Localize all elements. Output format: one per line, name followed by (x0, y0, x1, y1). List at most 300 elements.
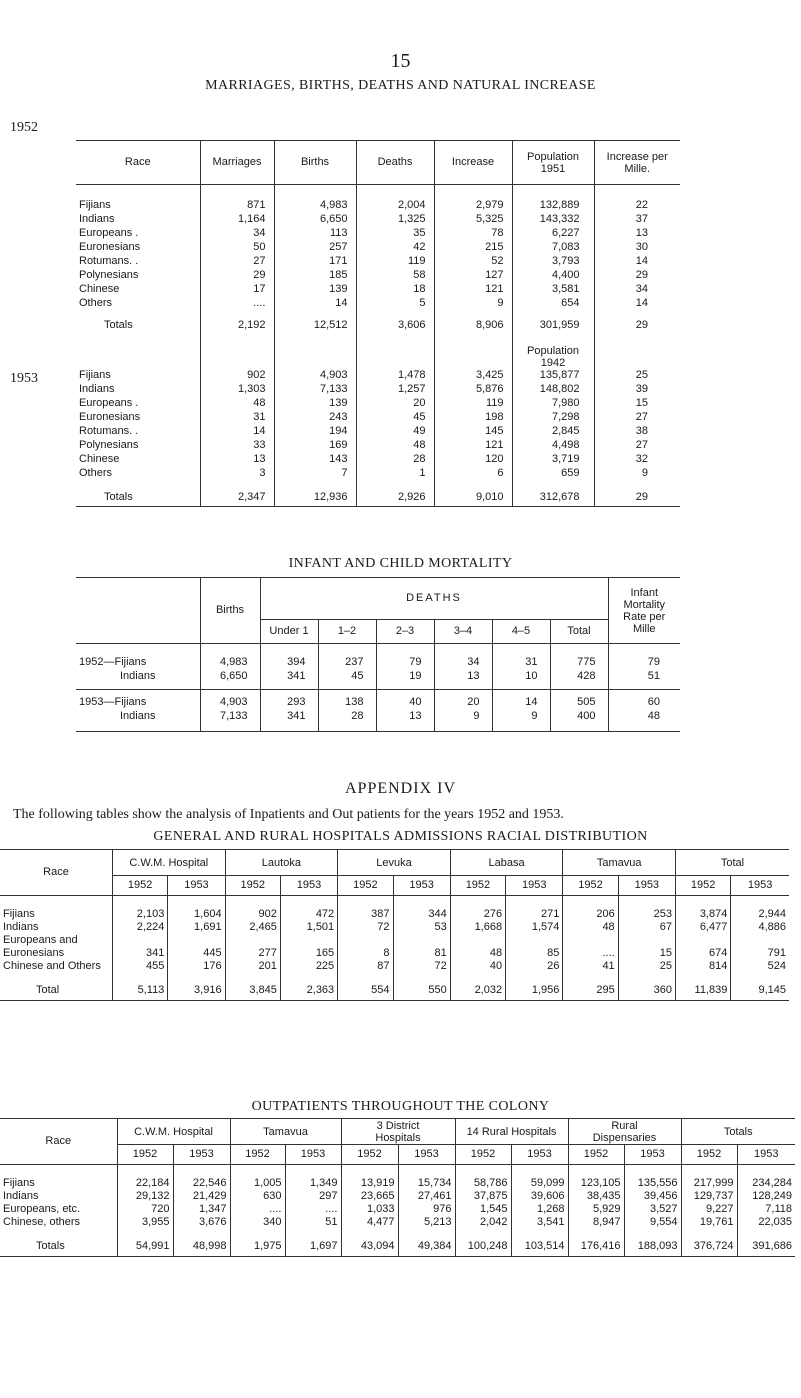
value-cell: 29 (594, 319, 680, 333)
value-cell: 31 (492, 656, 550, 670)
row-1952-others (76, 297, 680, 311)
value-cell: 34 (200, 227, 274, 241)
outpatients-header-year: 1953 (173, 1145, 230, 1165)
admissions-title: GENERAL AND RURAL HOSPITALS ADMISSIONS RACIAL DISTRIBUTION (153, 829, 648, 844)
value-cell: 22 (594, 199, 680, 213)
admissions-header-year: 1953 (731, 876, 789, 896)
admissions-header-year: 1952 (450, 876, 505, 896)
race-label: Polynesians (79, 269, 139, 281)
value-cell: 171 (274, 255, 356, 269)
outpatients-header-c-w-m-hospital: C.W.M. Hospital (117, 1119, 230, 1145)
header-increase-per-mille: Increase per Mille. (594, 141, 680, 185)
value-cell: 185 (274, 269, 356, 283)
row-1953-indians (76, 383, 680, 397)
value-cell: 871 (200, 199, 274, 213)
row-1953-totals (76, 489, 680, 507)
value-cell: 1,347 (173, 1203, 230, 1216)
value-cell: 4,477 (341, 1216, 398, 1229)
value-cell: 5,213 (398, 1216, 455, 1229)
year-label-1952: 1952 (10, 120, 38, 135)
race-label: Europeans, etc. (3, 1202, 81, 1215)
value-cell: 1,303 (200, 383, 274, 397)
value-cell: 22,035 (737, 1216, 795, 1229)
value-cell: 58,786 (455, 1177, 511, 1190)
value-cell: 3,606 (356, 319, 434, 333)
value-cell: 15,734 (398, 1177, 455, 1190)
value-cell: 39 (594, 383, 680, 397)
value-cell: 52 (434, 255, 512, 269)
race-label: 1953—Fijians (79, 696, 147, 708)
value-cell: 6,650 (274, 213, 356, 227)
value-cell: 139 (274, 397, 356, 411)
value-cell: 1,604 (168, 908, 225, 921)
race-label: Fijians (3, 1176, 35, 1189)
value-cell: 3,541 (511, 1216, 568, 1229)
value-cell: 34 (594, 283, 680, 297)
race-label: Europeans and Euronesians (3, 933, 78, 959)
value-cell: 2,042 (455, 1216, 511, 1229)
header-age-1-2: 1–2 (318, 620, 376, 644)
value-cell: 9,554 (624, 1216, 681, 1229)
value-cell: 40 (376, 696, 434, 710)
value-cell: 13 (434, 670, 492, 684)
row-1952-polynesians (76, 269, 680, 283)
value-cell: 7 (274, 467, 356, 481)
value-cell: 60 (608, 696, 680, 710)
value-cell: 234,284 (737, 1177, 795, 1190)
race-label: Indians (3, 920, 39, 933)
header-deaths: DEATHS (260, 578, 608, 620)
value-cell: 14 (492, 696, 550, 710)
value-cell: 19,761 (681, 1216, 737, 1229)
value-cell: 22,546 (173, 1177, 230, 1190)
infant-row (76, 696, 680, 710)
race-label: Rotumans. . (79, 425, 139, 437)
value-cell: 198 (434, 411, 512, 425)
value-cell: 7,133 (200, 710, 260, 724)
value-cell: 4,400 (512, 269, 594, 283)
row-1953-fijians (76, 369, 680, 383)
value-cell: 143,332 (512, 213, 594, 227)
admissions-header-year: 1952 (563, 876, 618, 896)
value-cell: 814 (675, 960, 730, 973)
value-cell: 5,876 (434, 383, 512, 397)
value-cell: 48 (563, 921, 618, 934)
infant-mortality-table (76, 577, 680, 732)
race-label: Chinese (79, 453, 120, 465)
value-cell: 1,257 (356, 383, 434, 397)
year-label-1953: 1953 (10, 371, 38, 386)
value-cell: 1,325 (356, 213, 434, 227)
header-deaths: Deaths (356, 141, 434, 185)
value-cell: 344 (393, 908, 450, 921)
race-label: Rotumans. . (79, 255, 139, 267)
value-cell: 9 (434, 710, 492, 724)
value-cell: 18 (356, 283, 434, 297)
value-cell: 48 (200, 397, 274, 411)
value-cell: 67 (618, 921, 675, 934)
admissions-row-fijians (0, 908, 789, 921)
value-cell: 49,384 (398, 1237, 455, 1257)
value-cell: 791 (731, 934, 789, 960)
race-label: Fijians (79, 199, 111, 211)
race-label: Euronesians (79, 411, 141, 423)
value-cell: 81 (393, 934, 450, 960)
value-cell: 340 (230, 1216, 285, 1229)
outpatients-header-year: 1952 (117, 1145, 173, 1165)
value-cell: 72 (393, 960, 450, 973)
value-cell: 3 (200, 467, 274, 481)
value-cell: 2,347 (200, 489, 274, 507)
value-cell: 27 (594, 439, 680, 453)
value-cell: 48,998 (173, 1237, 230, 1257)
value-cell: 17 (200, 283, 274, 297)
infant-mortality-title: INFANT AND CHILD MORTALITY (288, 556, 513, 571)
value-cell: 902 (200, 369, 274, 383)
value-cell: 271 (506, 908, 563, 921)
value-cell: 554 (338, 981, 393, 1001)
value-cell: 14 (594, 255, 680, 269)
value-cell: 35 (356, 227, 434, 241)
value-cell: 13 (594, 227, 680, 241)
value-cell: 276 (450, 908, 505, 921)
value-cell: 26 (506, 960, 563, 973)
value-cell: 37 (594, 213, 680, 227)
value-cell: 295 (563, 981, 618, 1001)
infant-row (76, 670, 680, 684)
infant-row (76, 710, 680, 724)
value-cell: 13,919 (341, 1177, 398, 1190)
race-label: Total (36, 983, 60, 996)
value-cell: 53 (393, 921, 450, 934)
value-cell: 1,574 (506, 921, 563, 934)
value-cell: 135,556 (624, 1177, 681, 1190)
race-label: Totals (36, 1239, 65, 1252)
value-cell: 79 (376, 656, 434, 670)
value-cell: 50 (200, 241, 274, 255)
value-cell: 9,145 (731, 981, 789, 1001)
race-label: Europeans . (79, 227, 139, 239)
value-cell: 206 (563, 908, 618, 921)
race-label: Fijians (79, 369, 111, 381)
value-cell: 312,678 (512, 489, 594, 507)
value-cell: 78 (434, 227, 512, 241)
value-cell: 12,936 (274, 489, 356, 507)
outpatients-header-year: 1952 (568, 1145, 624, 1165)
admissions-header-tamavua: Tamavua (563, 850, 676, 876)
value-cell: 2,224 (112, 921, 167, 934)
admissions-header-labasa: Labasa (450, 850, 563, 876)
value-cell: 10 (492, 670, 550, 684)
value-cell: 132,889 (512, 199, 594, 213)
row-1952-europeans (76, 227, 680, 241)
outpatients-header-tamavua: Tamavua (230, 1119, 341, 1145)
admissions-header-year: 1952 (112, 876, 167, 896)
admissions-header-total: Total (675, 850, 789, 876)
value-cell: 341 (260, 710, 318, 724)
vital-stats-table (76, 140, 680, 507)
value-cell: 128,249 (737, 1190, 795, 1203)
value-cell: 113 (274, 227, 356, 241)
race-label: Indians (79, 383, 115, 395)
value-cell: 103,514 (511, 1237, 568, 1257)
value-cell: 1,478 (356, 369, 434, 383)
value-cell: 15 (594, 397, 680, 411)
value-cell: .... (563, 934, 618, 960)
value-cell: 79 (608, 656, 680, 670)
header-age-under-1: Under 1 (260, 620, 318, 644)
value-cell: 129,737 (681, 1190, 737, 1203)
value-cell: 32 (594, 453, 680, 467)
admissions-header-year: 1953 (393, 876, 450, 896)
outpatients-header-year: 1953 (511, 1145, 568, 1165)
value-cell: 394 (260, 656, 318, 670)
value-cell: 674 (675, 934, 730, 960)
value-cell: 194 (274, 425, 356, 439)
vital-stats-title: MARRIAGES, BIRTHS, DEATHS AND NATURAL INCREASE (205, 78, 596, 93)
header-age-3-4: 3–4 (434, 620, 492, 644)
value-cell: 5,113 (112, 981, 167, 1001)
value-cell: 51 (608, 670, 680, 684)
admissions-header-year: 1952 (338, 876, 393, 896)
value-cell: 5 (356, 297, 434, 311)
value-cell: 139 (274, 283, 356, 297)
admissions-header-year: 1953 (506, 876, 563, 896)
value-cell: 9 (434, 297, 512, 311)
value-cell: 41 (563, 960, 618, 973)
race-label: 1952—Fijians (79, 656, 147, 668)
value-cell: 630 (230, 1190, 285, 1203)
value-cell: 2,004 (356, 199, 434, 213)
value-cell: 2,032 (450, 981, 505, 1001)
value-cell: 2,926 (356, 489, 434, 507)
value-cell: 14 (200, 425, 274, 439)
appendix-intro: The following tables show the analysis of Inpatients and Out patients for the years 1952 and 1953. (13, 807, 564, 822)
outpatients-row-fijians (0, 1177, 795, 1190)
value-cell: 7,980 (512, 397, 594, 411)
value-cell: 237 (318, 656, 376, 670)
outpatients-header-year: 1952 (681, 1145, 737, 1165)
value-cell: 29 (594, 489, 680, 507)
value-cell: 45 (318, 670, 376, 684)
value-cell: 4,498 (512, 439, 594, 453)
outpatients-header-rural-dispensaries: Rural Dispensaries (568, 1119, 681, 1145)
value-cell: 387 (338, 908, 393, 921)
admissions-table (0, 849, 789, 1001)
race-label: Indians (120, 710, 156, 722)
row-1953-rotumans (76, 425, 680, 439)
value-cell: 360 (618, 981, 675, 1001)
value-cell: 6 (434, 467, 512, 481)
value-cell: 1,975 (230, 1237, 285, 1257)
value-cell: 37,875 (455, 1190, 511, 1203)
value-cell: 40 (450, 960, 505, 973)
race-label: Indians (3, 1189, 39, 1202)
race-label: Euronesians (79, 241, 141, 253)
value-cell: 42 (356, 241, 434, 255)
value-cell: 121 (434, 283, 512, 297)
value-cell: 28 (318, 710, 376, 724)
value-cell: 120 (434, 453, 512, 467)
admissions-row-totals (0, 981, 789, 1001)
row-1953-chinese (76, 453, 680, 467)
value-cell: 4,983 (200, 656, 260, 670)
value-cell: 391,686 (737, 1237, 795, 1257)
outpatients-header-year: 1952 (230, 1145, 285, 1165)
race-label: Others (79, 467, 113, 479)
value-cell: 6,477 (675, 921, 730, 934)
outpatients-header-year: 1953 (624, 1145, 681, 1165)
value-cell: 4,903 (274, 369, 356, 383)
outpatients-row-indians (0, 1190, 795, 1203)
value-cell: 2,465 (225, 921, 280, 934)
header-age-2-3: 2–3 (376, 620, 434, 644)
value-cell: 49 (356, 425, 434, 439)
value-cell: 225 (280, 960, 337, 973)
value-cell: 1,545 (455, 1203, 511, 1216)
value-cell: 28 (356, 453, 434, 467)
value-cell: 7,298 (512, 411, 594, 425)
value-cell: 976 (398, 1203, 455, 1216)
value-cell: 3,874 (675, 908, 730, 921)
page-number: 15 (390, 50, 411, 72)
race-label: Indians (79, 213, 115, 225)
value-cell: 14 (594, 297, 680, 311)
value-cell: 51 (285, 1216, 341, 1229)
header-population-1951: Population 1951 (512, 141, 594, 185)
race-label: Chinese, others (3, 1215, 81, 1228)
value-cell: 5,929 (568, 1203, 624, 1216)
value-cell: 201 (225, 960, 280, 973)
value-cell: 13 (376, 710, 434, 724)
value-cell: 15 (618, 934, 675, 960)
race-label: Europeans . (79, 397, 139, 409)
value-cell: 243 (274, 411, 356, 425)
outpatients-row-europeans-etc (0, 1203, 795, 1216)
header-age-total: Total (550, 620, 608, 644)
value-cell: 13 (200, 453, 274, 467)
value-cell: 27,461 (398, 1190, 455, 1203)
header-infant-mortality-rate: Infant Mortality Rate per Mille (608, 578, 680, 644)
value-cell: 58 (356, 269, 434, 283)
value-cell: 165 (280, 934, 337, 960)
value-cell: 6,650 (200, 670, 260, 684)
header-increase: Increase (434, 141, 512, 185)
value-cell: 341 (260, 670, 318, 684)
outpatients-header-14-rural-hospitals: 14 Rural Hospitals (455, 1119, 568, 1145)
value-cell: 428 (550, 670, 608, 684)
value-cell: 4,903 (200, 696, 260, 710)
outpatients-row-chinese-others (0, 1216, 795, 1229)
value-cell: 720 (117, 1203, 173, 1216)
value-cell: 176,416 (568, 1237, 624, 1257)
value-cell: .... (200, 297, 274, 311)
outpatients-header-race: Race (0, 1119, 117, 1165)
value-cell: 22,184 (117, 1177, 173, 1190)
value-cell: 20 (356, 397, 434, 411)
value-cell: 3,955 (117, 1216, 173, 1229)
outpatients-table (0, 1118, 795, 1257)
value-cell: 2,192 (200, 319, 274, 333)
value-cell: 176 (168, 960, 225, 973)
admissions-header-year: 1953 (618, 876, 675, 896)
value-cell: 8,906 (434, 319, 512, 333)
value-cell: 1,005 (230, 1177, 285, 1190)
value-cell: 25 (594, 369, 680, 383)
value-cell: 14 (274, 297, 356, 311)
value-cell: 48 (450, 934, 505, 960)
value-cell: 1 (356, 467, 434, 481)
admissions-row-indians (0, 921, 789, 934)
value-cell: 472 (280, 908, 337, 921)
header-marriages: Marriages (200, 141, 274, 185)
value-cell: 21,429 (173, 1190, 230, 1203)
value-cell: 127 (434, 269, 512, 283)
value-cell: 39,456 (624, 1190, 681, 1203)
value-cell: 3,916 (168, 981, 225, 1001)
value-cell: 7,118 (737, 1203, 795, 1216)
race-label: Chinese (79, 283, 120, 295)
value-cell: 1,268 (511, 1203, 568, 1216)
race-label: Others (79, 297, 113, 309)
value-cell: 217,999 (681, 1177, 737, 1190)
value-cell: 85 (506, 934, 563, 960)
admissions-header-year: 1952 (225, 876, 280, 896)
row-1953-europeans (76, 397, 680, 411)
admissions-row-chinese-and-others (0, 960, 789, 973)
row-1952-chinese (76, 283, 680, 297)
value-cell: 4,886 (731, 921, 789, 934)
value-cell: 2,944 (731, 908, 789, 921)
value-cell: 34 (434, 656, 492, 670)
value-cell: 100,248 (455, 1237, 511, 1257)
value-cell: 3,676 (173, 1216, 230, 1229)
value-cell: 215 (434, 241, 512, 255)
value-cell: 2,103 (112, 908, 167, 921)
outpatients-header-year: 1952 (455, 1145, 511, 1165)
outpatients-row-totals (0, 1237, 795, 1257)
value-cell: 3,793 (512, 255, 594, 269)
row-1952-totals (76, 319, 680, 333)
outpatients-header-year: 1953 (285, 1145, 341, 1165)
header-births: Births (200, 578, 260, 644)
value-cell: 38 (594, 425, 680, 439)
value-cell: 376,724 (681, 1237, 737, 1257)
value-cell: 1,349 (285, 1177, 341, 1190)
value-cell: 143 (274, 453, 356, 467)
value-cell: 659 (512, 467, 594, 481)
admissions-header-year: 1952 (675, 876, 730, 896)
row-1953-euronesians (76, 411, 680, 425)
value-cell: 33 (200, 439, 274, 453)
value-cell: 123,105 (568, 1177, 624, 1190)
value-cell: 297 (285, 1190, 341, 1203)
value-cell: 4,983 (274, 199, 356, 213)
race-label: Totals (104, 490, 133, 503)
value-cell: 45 (356, 411, 434, 425)
value-cell: 5,325 (434, 213, 512, 227)
value-cell: 3,719 (512, 453, 594, 467)
value-cell: 505 (550, 696, 608, 710)
value-cell: 87 (338, 960, 393, 973)
race-label: Polynesians (79, 439, 139, 451)
value-cell: 27 (200, 255, 274, 269)
value-cell: 301,959 (512, 319, 594, 333)
value-cell: 9,227 (681, 1203, 737, 1216)
value-cell: 6,227 (512, 227, 594, 241)
value-cell: 12,512 (274, 319, 356, 333)
row-1953-others (76, 467, 680, 481)
